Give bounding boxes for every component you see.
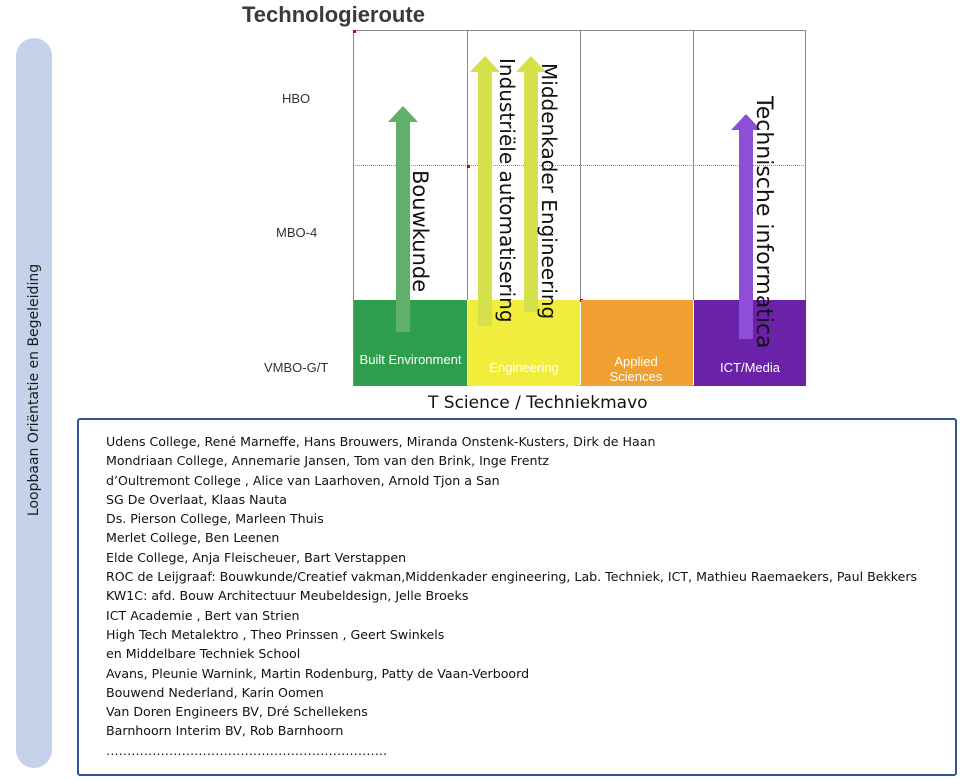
partner-line: d’Oultremont College , Alice van Laarhoven, Arnold Tjon a San [106, 472, 500, 488]
partner-line: Barnhoorn Interim BV, Rob Barnhoorn [106, 723, 344, 739]
diagram-subtitle: T Science / Techniekmavo [428, 393, 648, 413]
arrow-label-middenkader-engineering: Middenkader Engineering [537, 63, 561, 320]
level-vmbo: VMBO-G/T [264, 360, 329, 375]
partner-line: KW1C: afd. Bouw Architectuur Meubeldesign, Jelle Broeks [106, 588, 469, 604]
level-mbo4: MBO-4 [276, 225, 318, 240]
band-label: Engineering [489, 360, 559, 375]
partner-line: Van Doren Engineers BV, Dré Schellekens [106, 704, 368, 720]
band-label: Applied Sciences [609, 354, 663, 384]
partner-line: SG De Overlaat, Klaas Nauta [106, 491, 287, 507]
partner-line: High Tech Metalektro , Theo Prinssen , Geert Swinkels [106, 626, 445, 642]
partner-line: ICT Academie , Bert van Strien [106, 607, 300, 623]
partner-line: Bouwend Nederland, Karin Oomen [106, 684, 324, 700]
level-hbo: HBO [282, 91, 311, 106]
partner-line: Avans, Pleunie Warnink, Martin Rodenburg, Patty de Vaan-Verboord [106, 665, 530, 681]
arrow-label-industriele-automatisering: Industriële automatisering [495, 58, 519, 323]
arrow-label-technische-informatica: Technische informatica [751, 96, 776, 349]
partner-line: Merlet College, Ben Leenen [106, 530, 280, 546]
partner-line: ROC de Leijgraaf: Bouwkunde/Creatief vakman,Middenkader engineering, Lab. Techniek, ICT, Mathieu Raemaekers, Paul Bekkers [106, 569, 918, 585]
marker-dot [353, 30, 356, 33]
partner-line: en Middelbare Techniek School [106, 646, 301, 662]
sidebar-label: Loopbaan Oriëntatie en Begeleiding [26, 263, 42, 517]
partner-line: Mondriaan College, Annemarie Jansen, Tom van den Brink, Inge Frentz [106, 453, 550, 469]
band-label: Built Environment [359, 352, 462, 367]
partner-line: Ds. Pierson College, Marleen Thuis [106, 511, 324, 527]
partners-list [106, 432, 956, 760]
partner-line: Elde College, Anja Fleischeuer, Bart Verstappen [106, 549, 407, 565]
partner-line: Udens College, René Marneffe, Hans Brouwers, Miranda Onstenk-Kusters, Dirk de Haan [106, 434, 656, 449]
page-title: Technologieroute [242, 2, 425, 27]
band-applied-sciences [581, 300, 693, 386]
arrow-label-bouwkunde: Bouwkunde [408, 170, 432, 293]
partner-line: …………………………………………………………. [106, 742, 388, 758]
band-label: ICT/Media [720, 360, 780, 375]
